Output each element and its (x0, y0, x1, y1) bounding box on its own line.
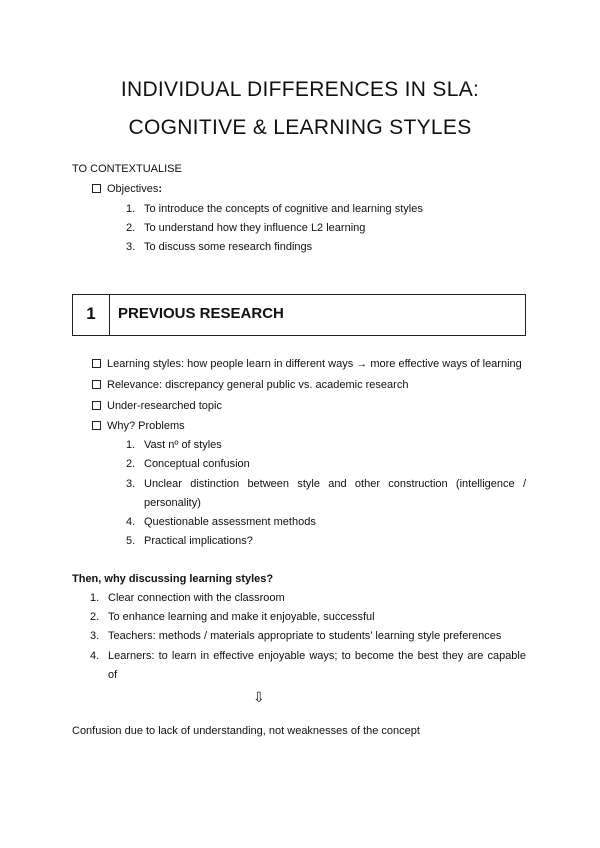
problem-text: Vast nº of styles (144, 439, 222, 451)
bullet-text: Learning styles: how people learn in different ways → more effective ways of learning (107, 358, 522, 370)
why-heading: Then, why discussing learning styles? (72, 573, 274, 585)
bullet-text: Why? Problems (107, 420, 185, 432)
bullet-text: Under-researched topic (107, 400, 222, 412)
problem-text: Questionable assessment methods (144, 516, 316, 528)
problem-item (126, 438, 222, 452)
why-continuation: of (108, 669, 118, 681)
list-number: 1. (126, 203, 136, 215)
objective-item (126, 240, 312, 254)
checkbox-icon (92, 421, 101, 430)
checkbox-icon (92, 184, 101, 193)
why-item (90, 649, 526, 663)
document-title-line-2: COGNITIVE & LEARNING STYLES (128, 116, 472, 139)
checkbox-icon (92, 380, 101, 389)
objectives-colon: : (158, 183, 163, 195)
checkbox-icon (92, 401, 101, 410)
objective-text: To understand how they influence L2 learning (144, 222, 366, 234)
why-text: Teachers: methods / materials appropriate to students’ learning style preferences (108, 630, 502, 642)
list-number: 2. (126, 222, 136, 234)
research-bullet (92, 399, 222, 413)
why-text: Learners: to learn in effective enjoyable ways; to become the best they are capable (108, 650, 526, 662)
list-number: 1. (90, 592, 100, 604)
list-number: 4. (90, 650, 100, 662)
list-number: 5. (126, 535, 136, 547)
problem-continuation: personality) (144, 497, 201, 509)
list-number: 2. (90, 611, 100, 623)
down-arrow-icon: ⇩ (253, 689, 265, 705)
why-item (90, 591, 285, 605)
why-text: To enhance learning and make it enjoyable, successful (108, 611, 375, 623)
list-number: 3. (126, 478, 136, 490)
objective-text: To introduce the concepts of cognitive and learning styles (144, 203, 423, 215)
research-bullet (92, 378, 408, 392)
objective-text: To discuss some research findings (144, 241, 313, 253)
objectives-bullet (92, 182, 162, 196)
context-heading: TO CONTEXTUALISE (72, 163, 182, 175)
why-item (90, 610, 375, 624)
checkbox-icon (92, 359, 101, 368)
conclusion-text: Confusion due to lack of understanding, not weaknesses of the concept (72, 725, 420, 737)
why-item (90, 629, 501, 643)
list-number: 2. (126, 458, 136, 470)
list-number: 3. (90, 630, 100, 642)
objectives-label: Objectives (107, 183, 159, 195)
research-bullet (92, 419, 185, 433)
section-title: PREVIOUS RESEARCH (118, 305, 284, 322)
section-header-box (72, 294, 526, 336)
problem-text: Unclear distinction between style and other construction (intelligence / (144, 478, 526, 490)
problem-text: Conceptual confusion (144, 458, 250, 470)
why-text: Clear connection with the classroom (108, 592, 285, 604)
problem-item (126, 534, 253, 548)
objective-item (126, 221, 365, 235)
bullet-text: Relevance: discrepancy general public vs. academic research (107, 379, 409, 391)
list-number: 3. (126, 241, 136, 253)
problem-item (126, 477, 526, 491)
problem-text: Practical implications? (144, 535, 253, 547)
objective-item (126, 202, 423, 216)
problem-item (126, 457, 250, 471)
document-title-line-1: INDIVIDUAL DIFFERENCES IN SLA: (120, 78, 480, 101)
research-bullet (92, 357, 522, 371)
list-number: 1. (126, 439, 136, 451)
section-number: 1 (73, 295, 110, 335)
problem-item (126, 515, 316, 529)
list-number: 4. (126, 516, 136, 528)
